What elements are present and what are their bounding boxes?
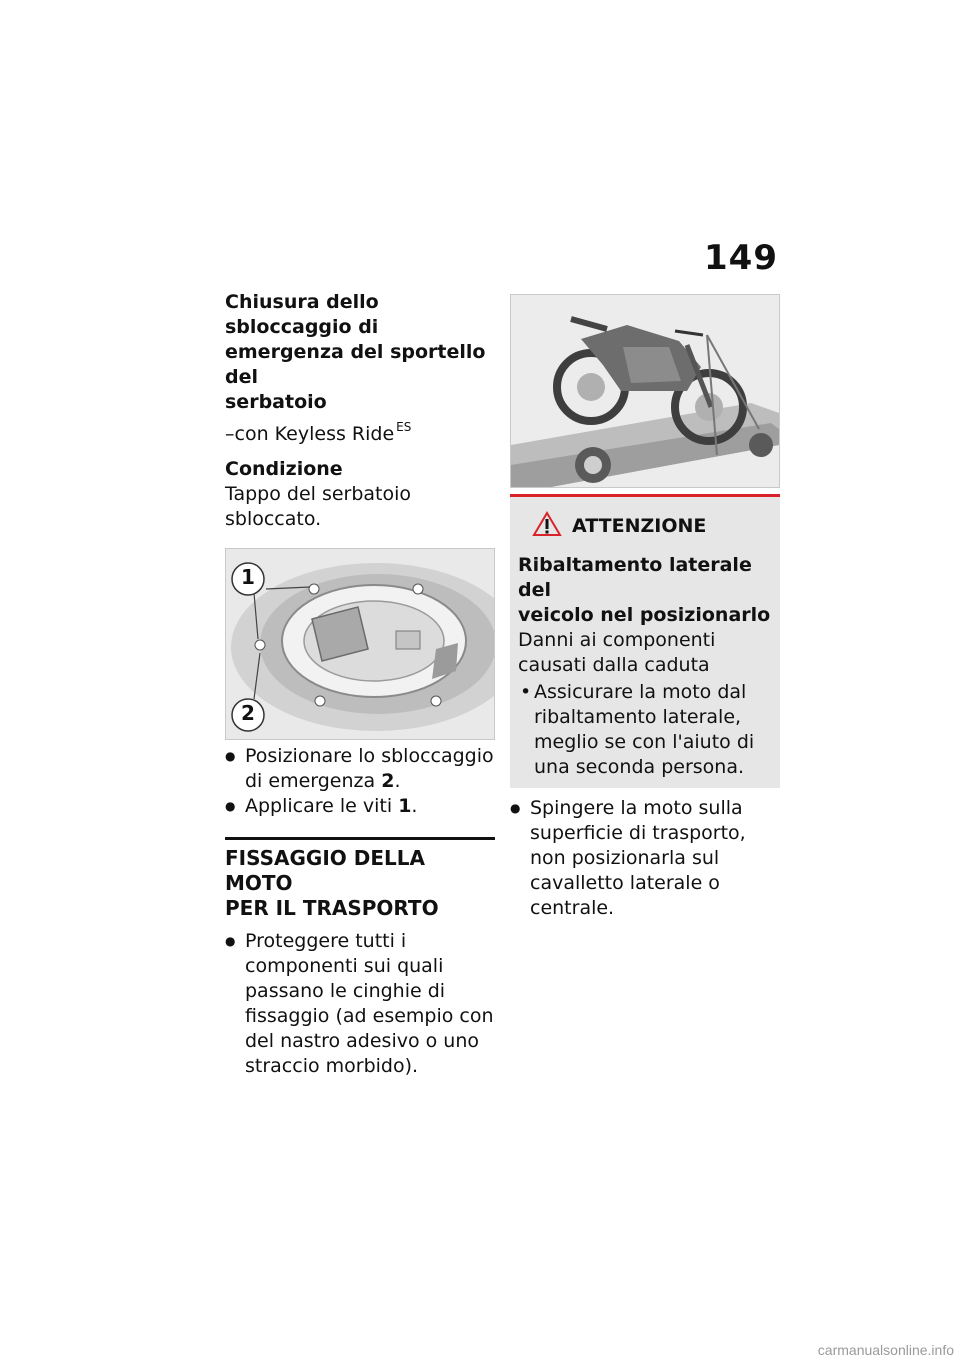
motorcycle-trailer-figure bbox=[510, 294, 780, 488]
step-tail: . bbox=[411, 795, 418, 817]
condition-label: Condizione bbox=[225, 458, 343, 480]
variant-note bbox=[225, 415, 495, 447]
fuel-cap-figure bbox=[225, 548, 495, 740]
steps-list bbox=[225, 744, 495, 819]
callout-2: 2 bbox=[241, 701, 255, 725]
right-steps-list bbox=[510, 796, 780, 921]
warning-triangle-icon bbox=[532, 511, 562, 541]
site-watermark: carmanualsonline.info bbox=[817, 1342, 954, 1358]
heading-line: serbatoio bbox=[225, 391, 327, 413]
variant-superscript: ES bbox=[396, 420, 412, 434]
condition-text: Tappo del serbatoio sbloccato. bbox=[225, 483, 412, 530]
section-title bbox=[225, 846, 495, 921]
section-title-line: FISSAGGIO DELLA MOTO bbox=[225, 846, 425, 895]
warning-header bbox=[518, 511, 772, 541]
section-steps-list bbox=[225, 929, 495, 1079]
warning-subtitle-line: Ribaltamento laterale del bbox=[518, 554, 752, 601]
step-ref: 2 bbox=[381, 770, 395, 792]
list-item bbox=[225, 744, 495, 794]
heading-line: Chiusura dello sbloccaggio di bbox=[225, 291, 379, 338]
list-item bbox=[225, 794, 495, 819]
warning-title: ATTENZIONE bbox=[572, 515, 707, 537]
section-divider bbox=[225, 837, 495, 840]
right-column bbox=[510, 294, 780, 921]
warning-consequence: Danni ai componenti causati dalla caduta bbox=[518, 629, 716, 676]
step-text: Posizionare lo sbloccaggio di emergenza bbox=[245, 745, 494, 792]
list-item: ● Proteggere tutti i componenti sui quali passano le cinghie di fissaggio (ad esempio con del nastro adesivo o uno straccio morbido). bbox=[225, 929, 495, 1079]
step-ref: 1 bbox=[398, 795, 412, 817]
warning-subtitle bbox=[518, 553, 772, 628]
list-item: • Assicurare la moto dal ribaltamento laterale, meglio se con l'aiuto di una seconda persona. bbox=[518, 680, 772, 780]
list-item: ● Spingere la moto sulla superficie di trasporto, non posizionarla sul cavalletto laterale o centrale. bbox=[510, 796, 780, 921]
page-number: 149 bbox=[704, 238, 778, 278]
fuel-cap-illustration bbox=[226, 549, 494, 739]
left-column bbox=[225, 290, 495, 1079]
motorcycle-on-trailer-illustration bbox=[511, 295, 779, 487]
warning-box bbox=[510, 494, 780, 788]
callout-1: 1 bbox=[241, 565, 255, 589]
step-tail: . bbox=[394, 770, 401, 792]
procedure-heading bbox=[225, 290, 495, 415]
variant-text: –con Keyless Ride bbox=[225, 423, 395, 445]
step-text: Applicare le viti bbox=[245, 795, 399, 817]
warning-actions bbox=[518, 680, 772, 780]
warning-subtitle-line: veicolo nel posizionarlo bbox=[518, 604, 771, 626]
heading-line: emergenza del sportello del bbox=[225, 341, 486, 388]
section-title-line: PER IL TRASPORTO bbox=[225, 896, 439, 920]
